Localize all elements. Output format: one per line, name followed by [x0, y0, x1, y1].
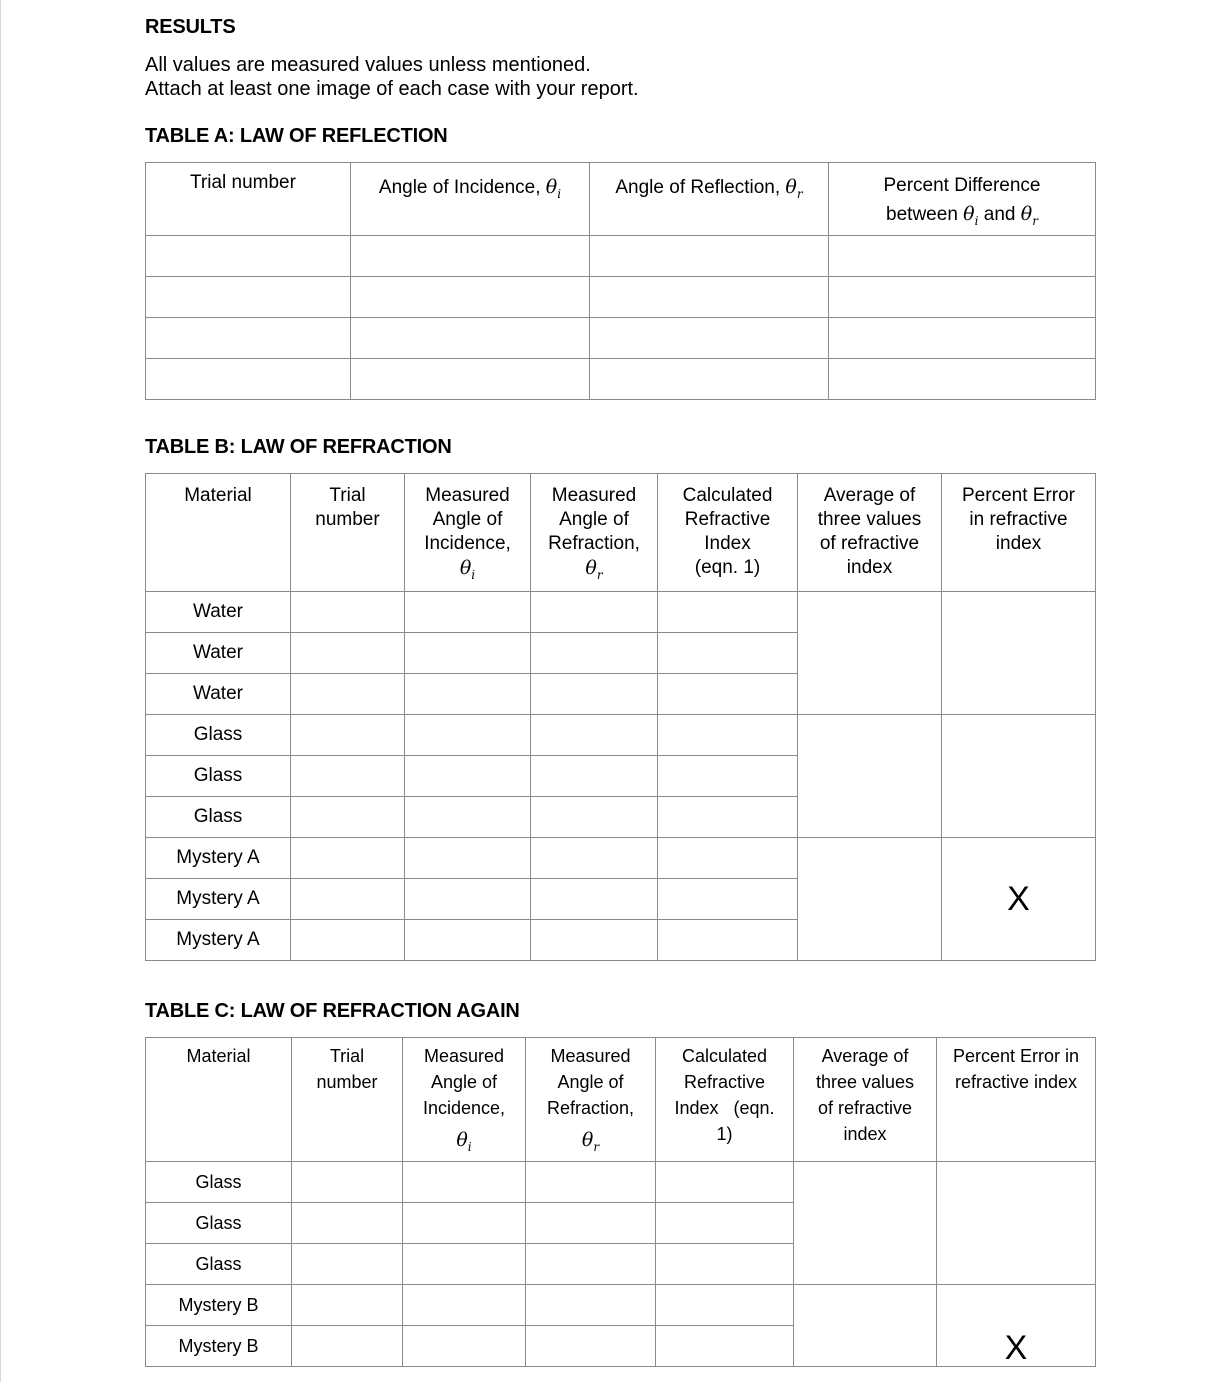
table-cell[interactable] — [531, 674, 658, 715]
table-cell[interactable] — [291, 838, 405, 879]
material-cell: Glass — [146, 1203, 292, 1244]
table-b-title: TABLE B: LAW OF REFRACTION — [145, 436, 452, 458]
intro-line-1: All values are measured values unless mentioned. — [145, 54, 591, 76]
table-a — [145, 162, 1096, 400]
table-cell[interactable] — [351, 358, 590, 399]
table-c-header-material: Material — [146, 1038, 292, 1162]
table-cell[interactable] — [656, 1203, 794, 1244]
table-cell[interactable] — [291, 633, 405, 674]
table-cell[interactable] — [658, 592, 798, 633]
table-row — [146, 838, 1096, 879]
error-cell-mystery-b — [937, 1285, 1096, 1367]
average-cell-glass[interactable] — [798, 715, 942, 838]
table-cell[interactable] — [403, 1203, 526, 1244]
table-cell[interactable] — [526, 1203, 656, 1244]
table-cell[interactable] — [658, 633, 798, 674]
error-cell-water[interactable] — [942, 592, 1096, 715]
table-cell[interactable] — [405, 633, 531, 674]
table-cell[interactable] — [351, 235, 590, 276]
x-mark: X — [1007, 879, 1030, 918]
table-cell[interactable] — [291, 920, 405, 961]
table-cell[interactable] — [531, 633, 658, 674]
table-cell[interactable] — [405, 674, 531, 715]
intro-line-2: Attach at least one image of each case with your report. — [145, 78, 639, 100]
table-cell[interactable] — [656, 1285, 794, 1326]
table-cell[interactable] — [291, 797, 405, 838]
table-c-header-refraction: Measured Angle of Refraction, $\theta_r$ — [526, 1038, 656, 1162]
table-cell[interactable] — [405, 756, 531, 797]
table-cell[interactable] — [292, 1326, 403, 1367]
table-cell[interactable] — [146, 276, 351, 317]
table-c-header-row — [146, 1038, 1096, 1162]
average-cell-mystery-a[interactable] — [798, 838, 942, 961]
material-cell: Glass — [146, 715, 291, 756]
table-cell[interactable] — [656, 1162, 794, 1203]
table-b — [145, 473, 1096, 961]
table-b-header-refraction: Measured Angle of Refraction, $\theta_r$ — [531, 474, 658, 592]
table-cell[interactable] — [531, 879, 658, 920]
table-cell[interactable] — [405, 797, 531, 838]
table-a-title: TABLE A: LAW OF REFLECTION — [145, 125, 448, 147]
table-c-header-calculated: Calculated Refractive Index (eqn. 1) — [656, 1038, 794, 1162]
table-cell[interactable] — [291, 674, 405, 715]
table-cell[interactable] — [590, 358, 829, 399]
table-row — [146, 317, 1096, 358]
table-c — [145, 1037, 1096, 1367]
table-b-header-calculated: Calculated Refractive Index (eqn. 1) — [658, 474, 798, 592]
table-row — [146, 1285, 1096, 1326]
table-cell[interactable] — [590, 235, 829, 276]
table-cell[interactable] — [531, 797, 658, 838]
material-cell: Mystery B — [146, 1326, 292, 1367]
table-cell[interactable] — [403, 1162, 526, 1203]
table-row — [146, 358, 1096, 399]
table-cell[interactable] — [658, 879, 798, 920]
table-cell[interactable] — [590, 317, 829, 358]
table-cell[interactable] — [146, 235, 351, 276]
material-cell: Mystery A — [146, 879, 291, 920]
table-b-header-error: Percent Error in refractive index — [942, 474, 1096, 592]
material-cell: Glass — [146, 1162, 292, 1203]
table-cell[interactable] — [526, 1285, 656, 1326]
table-cell[interactable] — [403, 1244, 526, 1285]
material-cell: Water — [146, 633, 291, 674]
average-cell-glass[interactable] — [794, 1162, 937, 1285]
table-a-header-trial: Trial number — [146, 163, 351, 236]
table-row — [146, 715, 1096, 756]
table-cell[interactable] — [531, 920, 658, 961]
error-cell-glass[interactable] — [937, 1162, 1096, 1285]
error-cell-mystery-a — [942, 838, 1096, 961]
material-cell: Mystery A — [146, 838, 291, 879]
table-cell[interactable] — [526, 1162, 656, 1203]
table-cell[interactable] — [526, 1244, 656, 1285]
table-cell[interactable] — [351, 276, 590, 317]
table-cell[interactable] — [146, 317, 351, 358]
material-cell: Water — [146, 674, 291, 715]
table-c-header-incidence: Measured Angle of Incidence, $\theta_i$ — [403, 1038, 526, 1162]
table-b-header-incidence: Measured Angle of Incidence, $\theta_i$ — [405, 474, 531, 592]
page-edge — [0, 0, 1, 1382]
error-cell-glass[interactable] — [942, 715, 1096, 838]
table-cell[interactable] — [829, 276, 1096, 317]
table-cell[interactable] — [292, 1244, 403, 1285]
table-cell[interactable] — [405, 715, 531, 756]
table-cell[interactable] — [526, 1326, 656, 1367]
table-cell[interactable] — [291, 879, 405, 920]
table-cell[interactable] — [658, 715, 798, 756]
table-cell[interactable] — [403, 1285, 526, 1326]
table-c-title: TABLE C: LAW OF REFRACTION AGAIN — [145, 1000, 520, 1022]
table-b-header-row — [146, 474, 1096, 592]
table-cell[interactable] — [291, 756, 405, 797]
material-cell: Glass — [146, 756, 291, 797]
table-a-header-incidence: Angle of Incidence, $\theta_i$ — [351, 163, 590, 236]
x-mark: X — [1004, 1329, 1028, 1367]
results-heading: RESULTS — [145, 16, 236, 38]
table-cell[interactable] — [405, 920, 531, 961]
average-cell-mystery-b[interactable] — [794, 1285, 937, 1367]
table-cell[interactable] — [531, 838, 658, 879]
table-b-header-material: Material — [146, 474, 291, 592]
table-cell[interactable] — [658, 674, 798, 715]
table-cell[interactable] — [292, 1285, 403, 1326]
material-cell: Mystery B — [146, 1285, 292, 1326]
table-a-header-percent-difference: Percent Difference between $\theta_i$ and $\theta_r$ — [829, 163, 1096, 236]
table-cell[interactable] — [291, 592, 405, 633]
table-cell[interactable] — [829, 358, 1096, 399]
table-cell[interactable] — [403, 1326, 526, 1367]
table-cell[interactable] — [829, 235, 1096, 276]
table-cell[interactable] — [531, 756, 658, 797]
material-cell: Mystery A — [146, 920, 291, 961]
table-row — [146, 235, 1096, 276]
table-cell[interactable] — [405, 838, 531, 879]
table-b-header-trial: Trial number — [291, 474, 405, 592]
material-cell: Glass — [146, 797, 291, 838]
table-a-header-reflection: Angle of Reflection, $\theta_r$ — [590, 163, 829, 236]
table-cell[interactable] — [146, 358, 351, 399]
table-cell[interactable] — [658, 838, 798, 879]
material-cell: Glass — [146, 1244, 292, 1285]
table-cell[interactable] — [292, 1162, 403, 1203]
table-c-header-error: Percent Error in refractive index — [937, 1038, 1096, 1162]
table-row — [146, 276, 1096, 317]
table-cell[interactable] — [405, 592, 531, 633]
table-cell[interactable] — [656, 1244, 794, 1285]
table-b-header-average: Average of three values of refractive index — [798, 474, 942, 592]
table-cell[interactable] — [531, 715, 658, 756]
table-a-header-row — [146, 163, 1096, 236]
intro-text — [145, 53, 639, 101]
table-cell[interactable] — [291, 715, 405, 756]
table-cell[interactable] — [658, 920, 798, 961]
table-cell[interactable] — [658, 797, 798, 838]
table-row — [146, 1162, 1096, 1203]
table-cell[interactable] — [590, 276, 829, 317]
table-cell[interactable] — [292, 1203, 403, 1244]
table-c-header-average: Average of three values of refractive index — [794, 1038, 937, 1162]
average-cell-water[interactable] — [798, 592, 942, 715]
table-cell[interactable] — [829, 317, 1096, 358]
table-cell[interactable] — [656, 1326, 794, 1367]
table-cell[interactable] — [658, 756, 798, 797]
material-cell: Water — [146, 592, 291, 633]
table-cell[interactable] — [351, 317, 590, 358]
table-c-header-trial: Trial number — [292, 1038, 403, 1162]
table-cell[interactable] — [405, 879, 531, 920]
table-cell[interactable] — [531, 592, 658, 633]
table-row — [146, 592, 1096, 633]
